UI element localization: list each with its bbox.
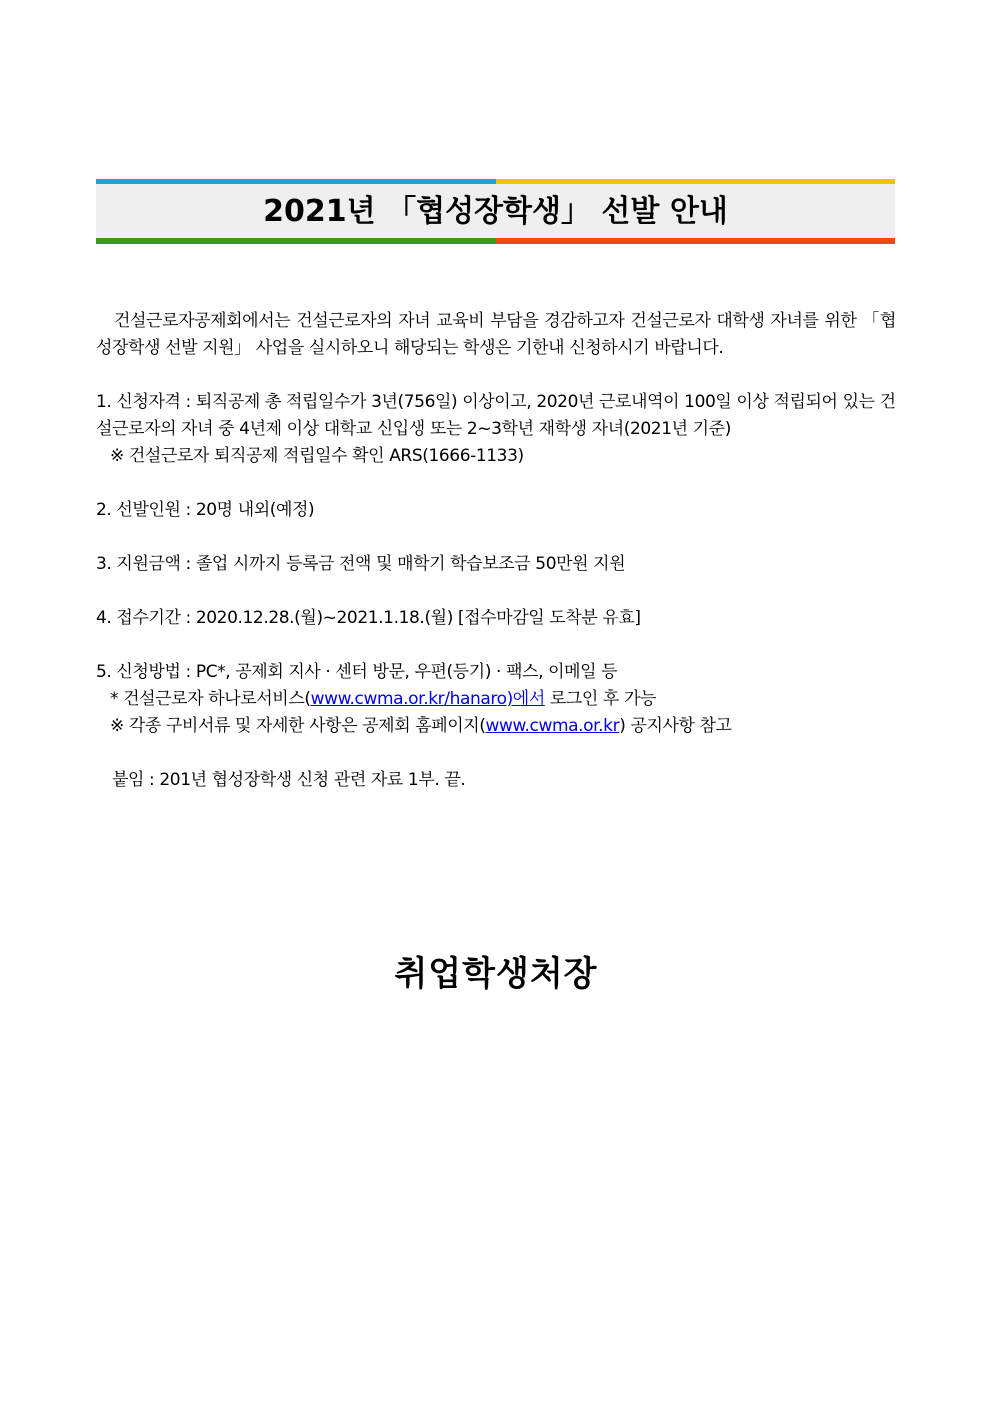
item-eligibility-note: ※ 건설근로자 퇴직공제 적립일수 확인 ARS(1666-1133) (110, 446, 524, 466)
item-eligibility: 1. 신청자격 : 퇴직공제 총 적립일수가 3년(756일) 이상이고, 2020년 근로내역이 100일 이상 적립되어 있는 건설근로자의 자녀 중 4년제 이상 대학교 신입생 또는 2~3학년 재학생 자녀(2021년 기준) (96, 392, 896, 439)
note-homepage-prefix: ※ 각종 구비서류 및 자세한 사항은 공제회 홈페이지( (110, 716, 486, 736)
hanaro-service-link[interactable]: www.cwma.or.kr/hanaro)에서 (310, 689, 545, 709)
page-title: 2021년 「협성장학생」 선발 안내 (263, 194, 728, 229)
attachment-line: 붙임 : 201년 협성장학생 신청 관련 자료 1부. 끝. (112, 770, 466, 790)
banner-bar-top-right (496, 179, 896, 184)
item-method-note-online (96, 686, 896, 713)
signature: 취업학생처장 (394, 954, 598, 994)
item-application-period: 4. 접수기간 : 2020.12.28.(월)~2021.1.18.(월) [접수마감일 도착분 유효] (96, 608, 641, 628)
title-banner (96, 179, 895, 244)
homepage-link[interactable]: www.cwma.or.kr (485, 716, 620, 736)
intro-paragraph: 건설근로자공제회에서는 건설근로자의 자녀 교육비 부담을 경감하고자 건설근로자 대학생 자녀를 위한 「협성장학생 선발 지원」 사업을 실시하오니 해당되는 학생은 기한내 신청하시기 바랍니다. (96, 311, 896, 358)
banner-bar-bottom-right (496, 238, 896, 244)
note-online-prefix: * 건설근로자 하나로서비스( (110, 689, 311, 709)
document-body (96, 308, 896, 794)
note-online-suffix: 로그인 후 가능 (544, 689, 657, 709)
banner-bar-top-left (96, 179, 496, 184)
item-method-note-homepage (96, 713, 896, 740)
item-selection-count: 2. 선발인원 : 20명 내외(예정) (96, 500, 315, 520)
banner-bar-bottom-left (96, 238, 496, 244)
note-homepage-suffix: ) 공지사항 참고 (619, 716, 732, 736)
item-support-amount: 3. 지원금액 : 졸업 시까지 등록금 전액 및 매학기 학습보조금 50만원 지원 (96, 554, 626, 574)
item-application-method: 5. 신청방법 : PC*, 공제회 지사 · 센터 방문, 우편(등기) · 팩스, 이메일 등 (96, 662, 618, 682)
